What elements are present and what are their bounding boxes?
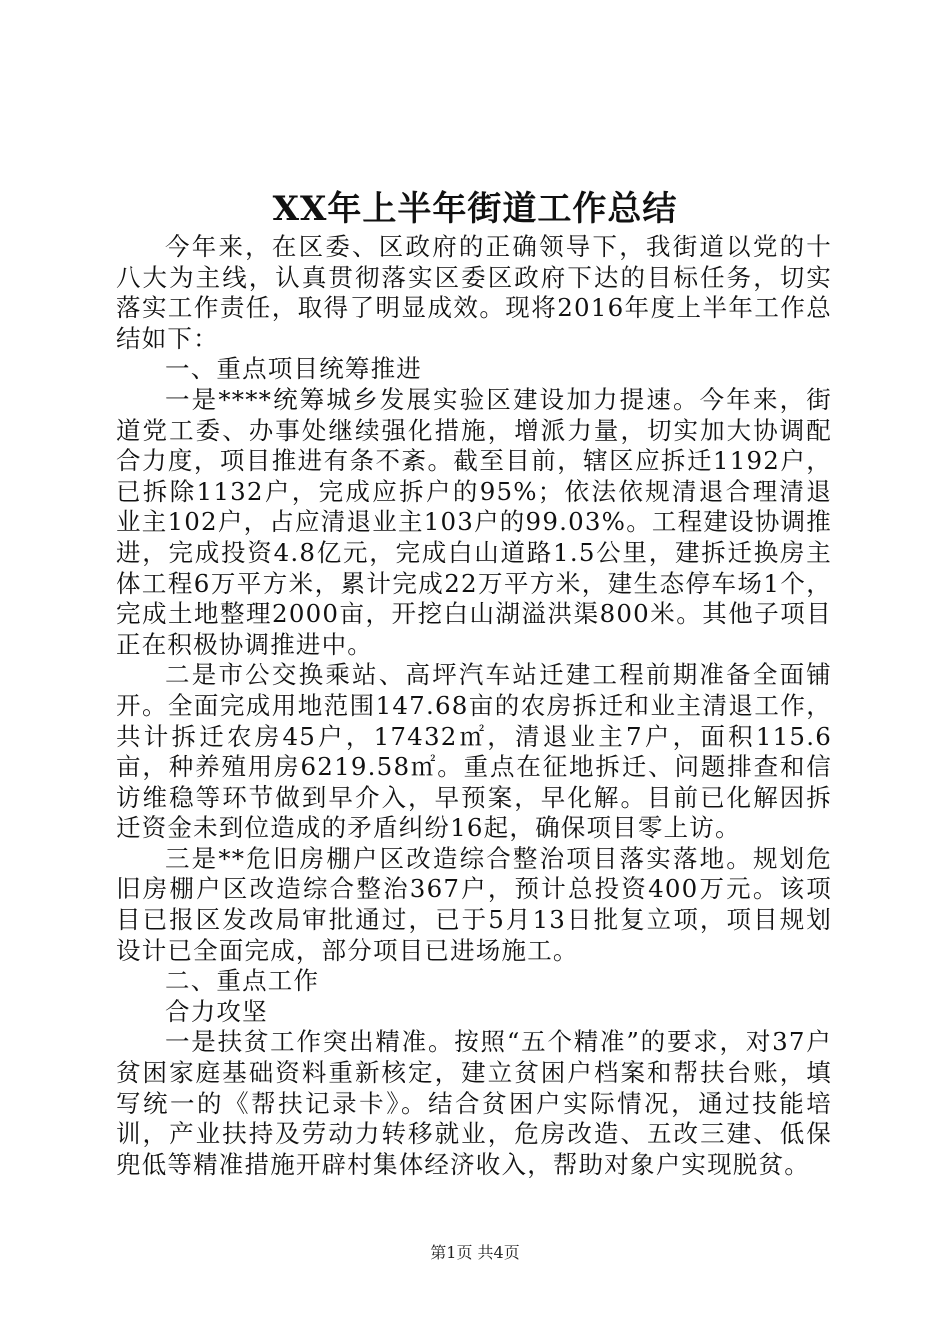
body-paragraph: 二是市公交换乘站、高坪汽车站迁建工程前期准备全面铺开。全面完成用地范围147.68亩的农房拆迁和业主清退工作，共计拆迁农房45户，17432㎡，清退业主7户，面积115.6亩，种养殖用房6219.58㎡。重点在征地拆迁、问题排查和信访维稳等环节做到早介入，早预案，早化解。目前已化解因拆迁资金未到位造成的矛盾纠纷16起，确保项目零上访。	[116, 660, 832, 843]
section-heading-1: 一、重点项目统筹推进	[165, 354, 422, 384]
body-paragraph: 三是**危旧房棚户区改造综合整治项目落实落地。规划危旧房棚户区改造综合整治367户，预计总投资400万元。该项目已报区发改局审批通过，已于5月13日批复立项，项目规划设计已全面完成，部分项目已进场施工。	[116, 843, 832, 965]
body-paragraph: 一是扶贫工作突出精准。按照“五个精准”的要求，对37户贫困家庭基础资料重新核定，建立贫困户档案和帮扶台账，填写统一的《帮扶记录卡》。结合贫困户实际情况，通过技能培训，产业扶持及劳动力转移就业，危房改造、五改三建、低保兜低等精准措施开辟村集体经济收入，帮助对象户实现脱贫。	[116, 1027, 832, 1179]
subsection-heading: 合力攻坚	[165, 996, 268, 1026]
document-body	[116, 232, 832, 1180]
intro-paragraph: 今年来，在区委、区政府的正确领导下，我街道以党的十八大为主线，认真贯彻落实区委区政府下达的目标任务，切实落实工作责任，取得了明显成效。现将2016年度上半年工作总结如下：	[116, 232, 832, 353]
section-heading-2: 二、重点工作	[165, 966, 320, 996]
body-paragraph: 一是****统筹城乡发展实验区建设加力提速。今年来，街道党工委、办事处继续强化措施，增派力量，切实加大协调配合力度，项目推进有条不紊。截至目前，辖区应拆迁1192户，已拆除1132户，完成应拆户的95%；依法依规清退合理清退业主102户，占应清退业主103户的99.03%。工程建设协调推进，完成投资4.8亿元，完成白山道路1.5公里，建拆迁换房主体工程6万平方米，累计完成22万平方米，建生态停车场1个，完成土地整理2000亩，开挖白山湖溢洪渠800米。其他子项目正在积极协调推进中。	[116, 384, 832, 659]
document-title: XX年上半年街道工作总结	[272, 189, 678, 229]
page-number-footer: 第1页 共4页	[430, 1243, 520, 1262]
